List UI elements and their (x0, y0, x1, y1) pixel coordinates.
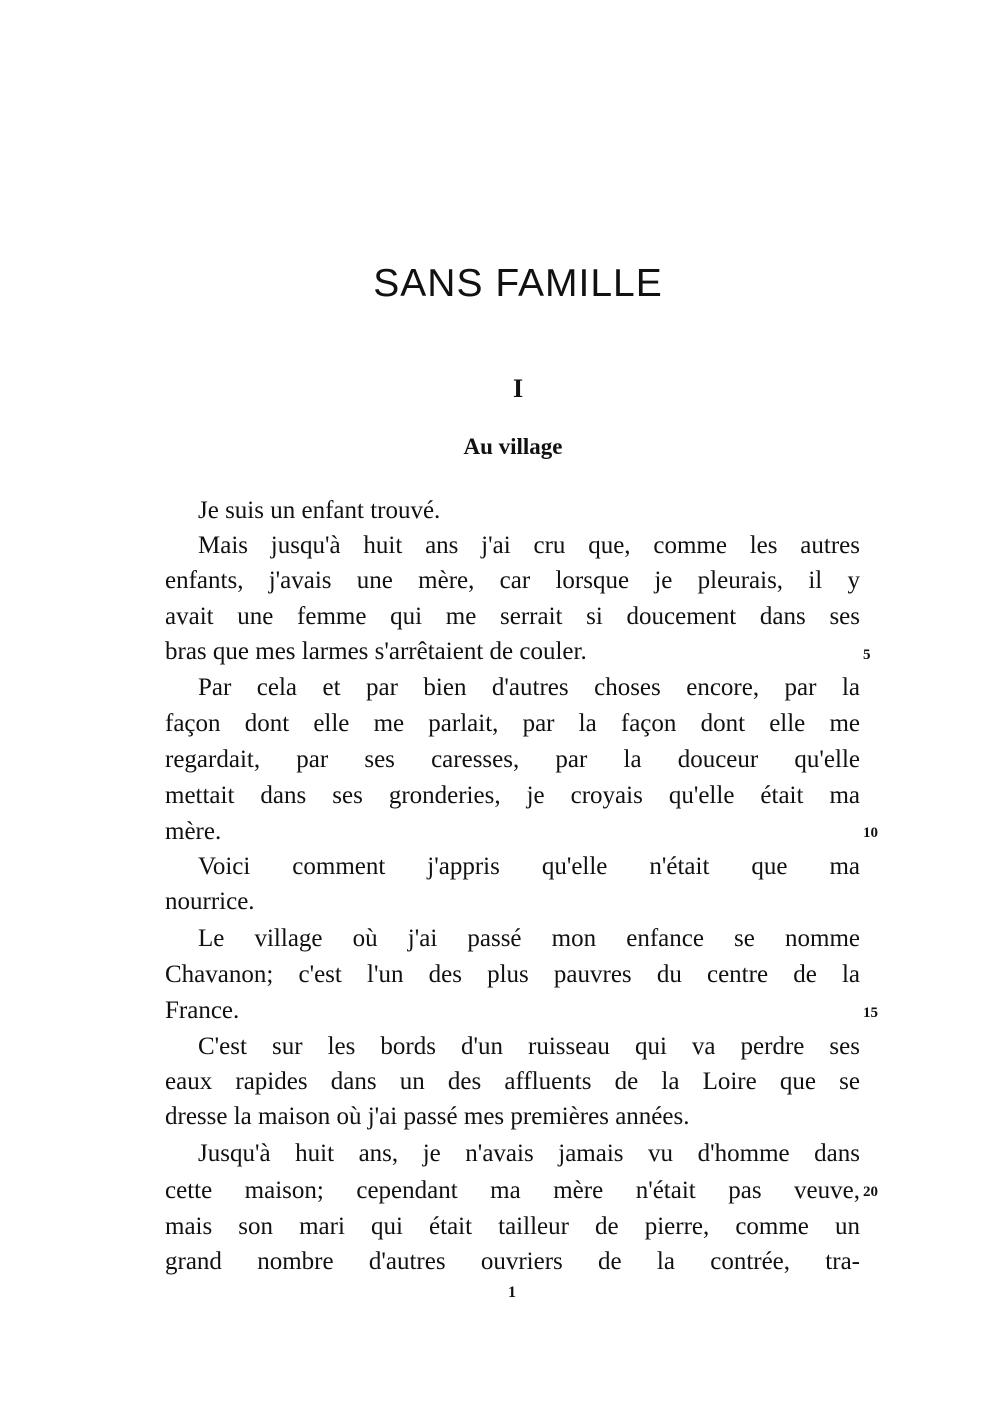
text-line: Je suis un enfant trouvé. (198, 497, 441, 524)
text-line: Jusqu'à huit ans, je n'avais jamais vu d'homme dans (198, 1140, 860, 1167)
page-number: 1 (508, 1284, 516, 1301)
text-line: cette maison; cependant ma mère n'était pas veuve, (165, 1177, 860, 1204)
text-line: eaux rapides dans un des affluents de la Loire que se (165, 1068, 860, 1095)
text-line: nourrice. (165, 888, 255, 915)
text-line: Chavanon; c'est l'un des plus pauvres du centre de la (165, 961, 860, 988)
line-number: 5 (863, 647, 871, 663)
text-line: avait une femme qui me serrait si doucement dans ses (165, 603, 860, 630)
text-line: Mais jusqu'à huit ans j'ai cru que, comme les autres (198, 532, 860, 559)
text-line: bras que mes larmes s'arrêtaient de couler. (165, 638, 587, 665)
text-line: regardait, par ses caresses, par la douceur qu'elle (165, 746, 860, 773)
text-line: grand nombre d'autres ouvriers de la contrée, tra- (165, 1248, 860, 1275)
text-line: enfants, j'avais une mère, car lorsque je pleurais, il y (165, 567, 860, 594)
text-line: dresse la maison où j'ai passé mes premières années. (165, 1103, 690, 1130)
text-line: façon dont elle me parlait, par la façon dont elle me (165, 710, 860, 737)
text-line: Par cela et par bien d'autres choses encore, par la (198, 674, 860, 701)
line-number: 20 (863, 1184, 878, 1200)
chapter-number: I (512, 374, 524, 403)
line-number: 10 (863, 825, 878, 841)
text-line: mère. (165, 818, 222, 845)
text-line: mettait dans ses gronderies, je croyais qu'elle était ma (165, 782, 860, 809)
text-line: Voici comment j'appris qu'elle n'était que ma (198, 853, 860, 880)
chapter-title: Au village (463, 434, 563, 459)
text-line: Le village où j'ai passé mon enfance se nomme (198, 925, 860, 952)
book-title: SANS FAMILLE (373, 262, 663, 305)
text-line: France. (165, 997, 240, 1024)
text-line: C'est sur les bords d'un ruisseau qui va perdre ses (198, 1033, 860, 1060)
line-number: 15 (863, 1005, 878, 1021)
text-line: mais son mari qui était tailleur de pierre, comme un (165, 1213, 860, 1240)
